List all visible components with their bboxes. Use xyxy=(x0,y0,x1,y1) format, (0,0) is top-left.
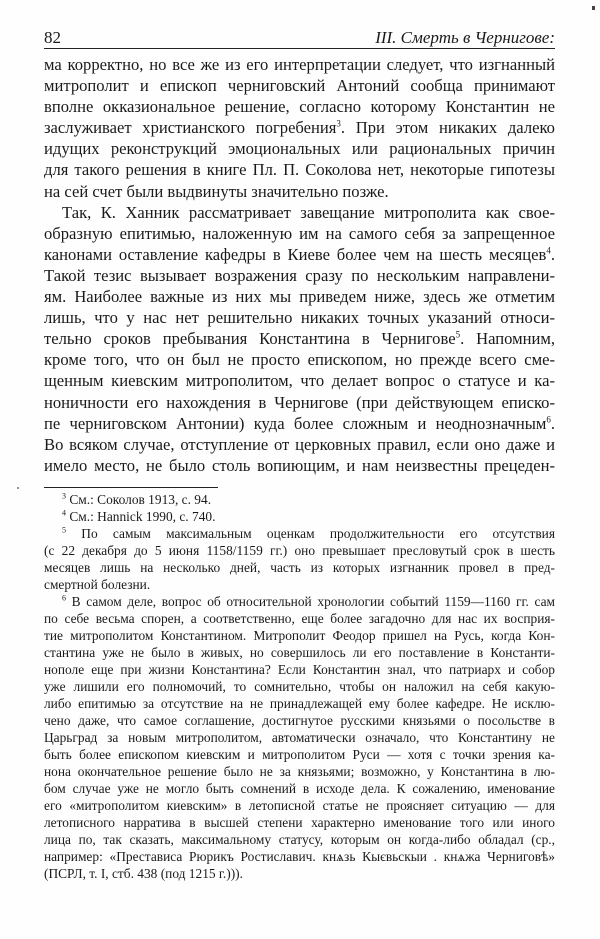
footnote-text: См.: Hannick 1990, с. 740. xyxy=(66,509,216,524)
text-line xyxy=(44,75,555,96)
line-text: его «митрополитом киевским» в летописной статье не проясняет ситуацию — для xyxy=(44,798,555,813)
footnote-line xyxy=(44,712,555,729)
line-text: месяцев лишь на несколько дней, часть из которых изгнанник провел в пред- xyxy=(44,560,555,575)
line-text: лица по, так сказать, максимальному статусу, которым он когда-либо обладал (ср., xyxy=(44,832,555,847)
text-line xyxy=(44,370,555,391)
running-head: III. Смерть в Чернигове: xyxy=(375,28,555,47)
line-text: образную епитимью, наложенную им на самого себя за запрещенное xyxy=(44,223,555,243)
footnote-line xyxy=(44,780,555,797)
text-line xyxy=(44,434,555,455)
line-text: (ПСРЛ, т. I, стб. 438 (под 1215 г.))). xyxy=(44,866,243,881)
footnote-reference[interactable]: 5 xyxy=(455,329,461,340)
footnote-line xyxy=(44,797,555,814)
line-text: пе черниговском Антонии) куда более сложным и неоднозначным xyxy=(44,413,547,433)
line-text: ма корректно, но все же из его интерпретации следует, что изгнанный xyxy=(44,55,555,74)
line-text: Так, К. Ханник рассматривает завещание митрополита как свое- xyxy=(62,202,555,222)
footnote-marker: 5 xyxy=(62,525,66,535)
footnote-text: В самом деле, вопрос об относительной хронологии событий 1159—1160 гг. сам xyxy=(66,594,555,609)
footnote-reference[interactable]: 4 xyxy=(546,245,551,256)
scan-artifact-mark xyxy=(592,6,595,10)
line-text: лишь, что у нас нет решительно никаких точных указаний относи- xyxy=(44,308,555,328)
text-line xyxy=(44,349,555,370)
text-line xyxy=(44,455,555,476)
text-line xyxy=(44,181,555,202)
line-text: вполне окказиональное решение, согласно которому Константин не xyxy=(44,97,555,117)
line-text: ноничности его нахождения в Чернигове (при действующем еписко- xyxy=(44,392,555,412)
footnote-line xyxy=(44,508,555,525)
page-header xyxy=(44,28,555,49)
line-text: ям. Наиболее важные из них мы приведем ниже, здесь же отметим xyxy=(44,287,555,307)
text-line xyxy=(44,117,555,138)
footnote-marker: 3 xyxy=(62,491,66,501)
text-line xyxy=(44,413,555,434)
line-text: митрополит и епископ черниговский Антоний сообща принимают xyxy=(44,76,555,96)
footnote-line xyxy=(44,763,555,780)
footnote-line xyxy=(44,576,555,593)
text-line xyxy=(44,223,555,244)
text-line xyxy=(44,307,555,328)
footnote-line xyxy=(44,559,555,576)
line-text: заслуживает христианского погребения xyxy=(44,118,337,138)
footnote-line xyxy=(44,729,555,746)
line-text: Во всяком случае, отступление от церковных правил, если оно даже и xyxy=(44,434,555,454)
footnote-reference[interactable]: 3 xyxy=(336,118,341,129)
footnote-line xyxy=(44,661,555,678)
line-text: идущих реконструкций эмоциональных или рациональных причин xyxy=(44,139,555,159)
footnote-separator xyxy=(44,487,218,488)
main-text xyxy=(44,54,555,476)
line-text: стантина уже не было в живых, но совершилось ли его поставление в Константи- xyxy=(44,645,555,660)
footnote-line xyxy=(44,695,555,712)
line-text: летописного нарратива в высшей степени характерно именование того или иного xyxy=(44,815,555,830)
page-number: 82 xyxy=(44,28,61,47)
line-text: тельно сроков пребывания Константина в Чернигове xyxy=(44,329,456,349)
footnote-line xyxy=(44,678,555,695)
line-text: смертной болезни. xyxy=(44,577,151,592)
line-text: имело место, не было столь вопиющим, и нам неизвестны прецеден- xyxy=(44,455,555,475)
footnote-line xyxy=(44,627,555,644)
line-text-tail: . Напомним, xyxy=(460,329,555,349)
line-text-tail: . При этом никаких далеко xyxy=(340,118,555,138)
footnotes xyxy=(44,491,555,882)
text-line xyxy=(44,138,555,159)
line-text: (с 22 декабря до 5 июня 1158/1159 гг.) оно превышает пресловутый срок в шесть xyxy=(44,543,555,558)
text-line xyxy=(44,54,555,75)
line-text: тие митрополитом Константином. Митрополит Феодор пришел на Русь, когда Кон- xyxy=(44,628,555,643)
line-text: например: «Престависа Рюрикъ Ростиславич. кнѧзь Кыєвьскыи . кнѧжа Черниговѣ» xyxy=(44,849,555,864)
footnote-marker: 4 xyxy=(62,508,66,518)
line-text: быть более епископом киевским и митрополитом Руси — хотя с точки зрения ка- xyxy=(44,747,555,762)
footnote-line xyxy=(44,865,555,882)
line-text: Царьград за новым митрополитом, автоматически означало, что Константину не xyxy=(44,730,555,745)
footnote-line xyxy=(44,848,555,865)
footnote-line xyxy=(44,814,555,831)
text-line xyxy=(44,328,555,349)
line-text: нона окончательное решение было не за князьями; возможно, у Константина в лю- xyxy=(44,764,555,779)
text-line xyxy=(44,286,555,307)
line-text: на сей счет были выдвинуты значительно позже. xyxy=(44,181,389,201)
footnote-reference[interactable]: 6 xyxy=(546,414,551,425)
text-line xyxy=(44,202,555,223)
footnote-text: По самым максимальным оценкам продолжительности его отсутствия xyxy=(66,526,555,541)
footnote-marker: 6 xyxy=(62,593,66,603)
line-text-tail: . xyxy=(550,413,555,433)
line-text: Такой тезис вызывает возражения сразу по нескольким направлени- xyxy=(44,265,555,285)
line-text: канонами оставление кафедры в Киеве более чем на шесть месяцев xyxy=(44,244,547,264)
line-text-tail: . xyxy=(550,244,555,264)
footnote-line xyxy=(44,644,555,661)
footnote-line xyxy=(44,542,555,559)
line-text: для такого решения в книге Пл. П. Соколова нет, некоторые гипотезы xyxy=(44,160,555,180)
line-text: чено даже, что самое соглашение, достигнутое русскими князьями о посольстве в xyxy=(44,713,555,728)
line-text: уже лишили его полномочий, то сомнительно, чтобы он наложил на себя какую- xyxy=(44,679,555,694)
line-text: бом случае уже не могло быть сомнений в исходе дела. К сожалению, именование xyxy=(44,781,555,796)
footnote-line xyxy=(44,525,555,542)
line-text: кроме того, что он был не просто епископом, но прежде всего сме- xyxy=(44,350,555,370)
line-text: по себе весьма спорен, а соответственно, еще более загадочно для нас их восприя- xyxy=(44,611,555,626)
line-text: нополе еще при жизни Константина? Если Константин знал, что патриарх и собор xyxy=(44,662,555,677)
text-line xyxy=(44,159,555,180)
line-text: щенным киевским митрополитом, что делает вопрос о статусе и ка- xyxy=(44,371,555,391)
text-line xyxy=(44,392,555,413)
footnote-line xyxy=(44,491,555,508)
footnote-line xyxy=(44,746,555,763)
text-line xyxy=(44,265,555,286)
scan-dot xyxy=(17,487,19,489)
text-line xyxy=(44,244,555,265)
footnote-line xyxy=(44,593,555,610)
text-line xyxy=(44,96,555,117)
line-text: либо епитимью за отсутствие на не принадлежащей ему более кафедре. Не исклю- xyxy=(44,696,555,711)
footnote-line xyxy=(44,610,555,627)
footnote-line xyxy=(44,831,555,848)
footnote-text: См.: Соколов 1913, с. 94. xyxy=(66,492,212,507)
